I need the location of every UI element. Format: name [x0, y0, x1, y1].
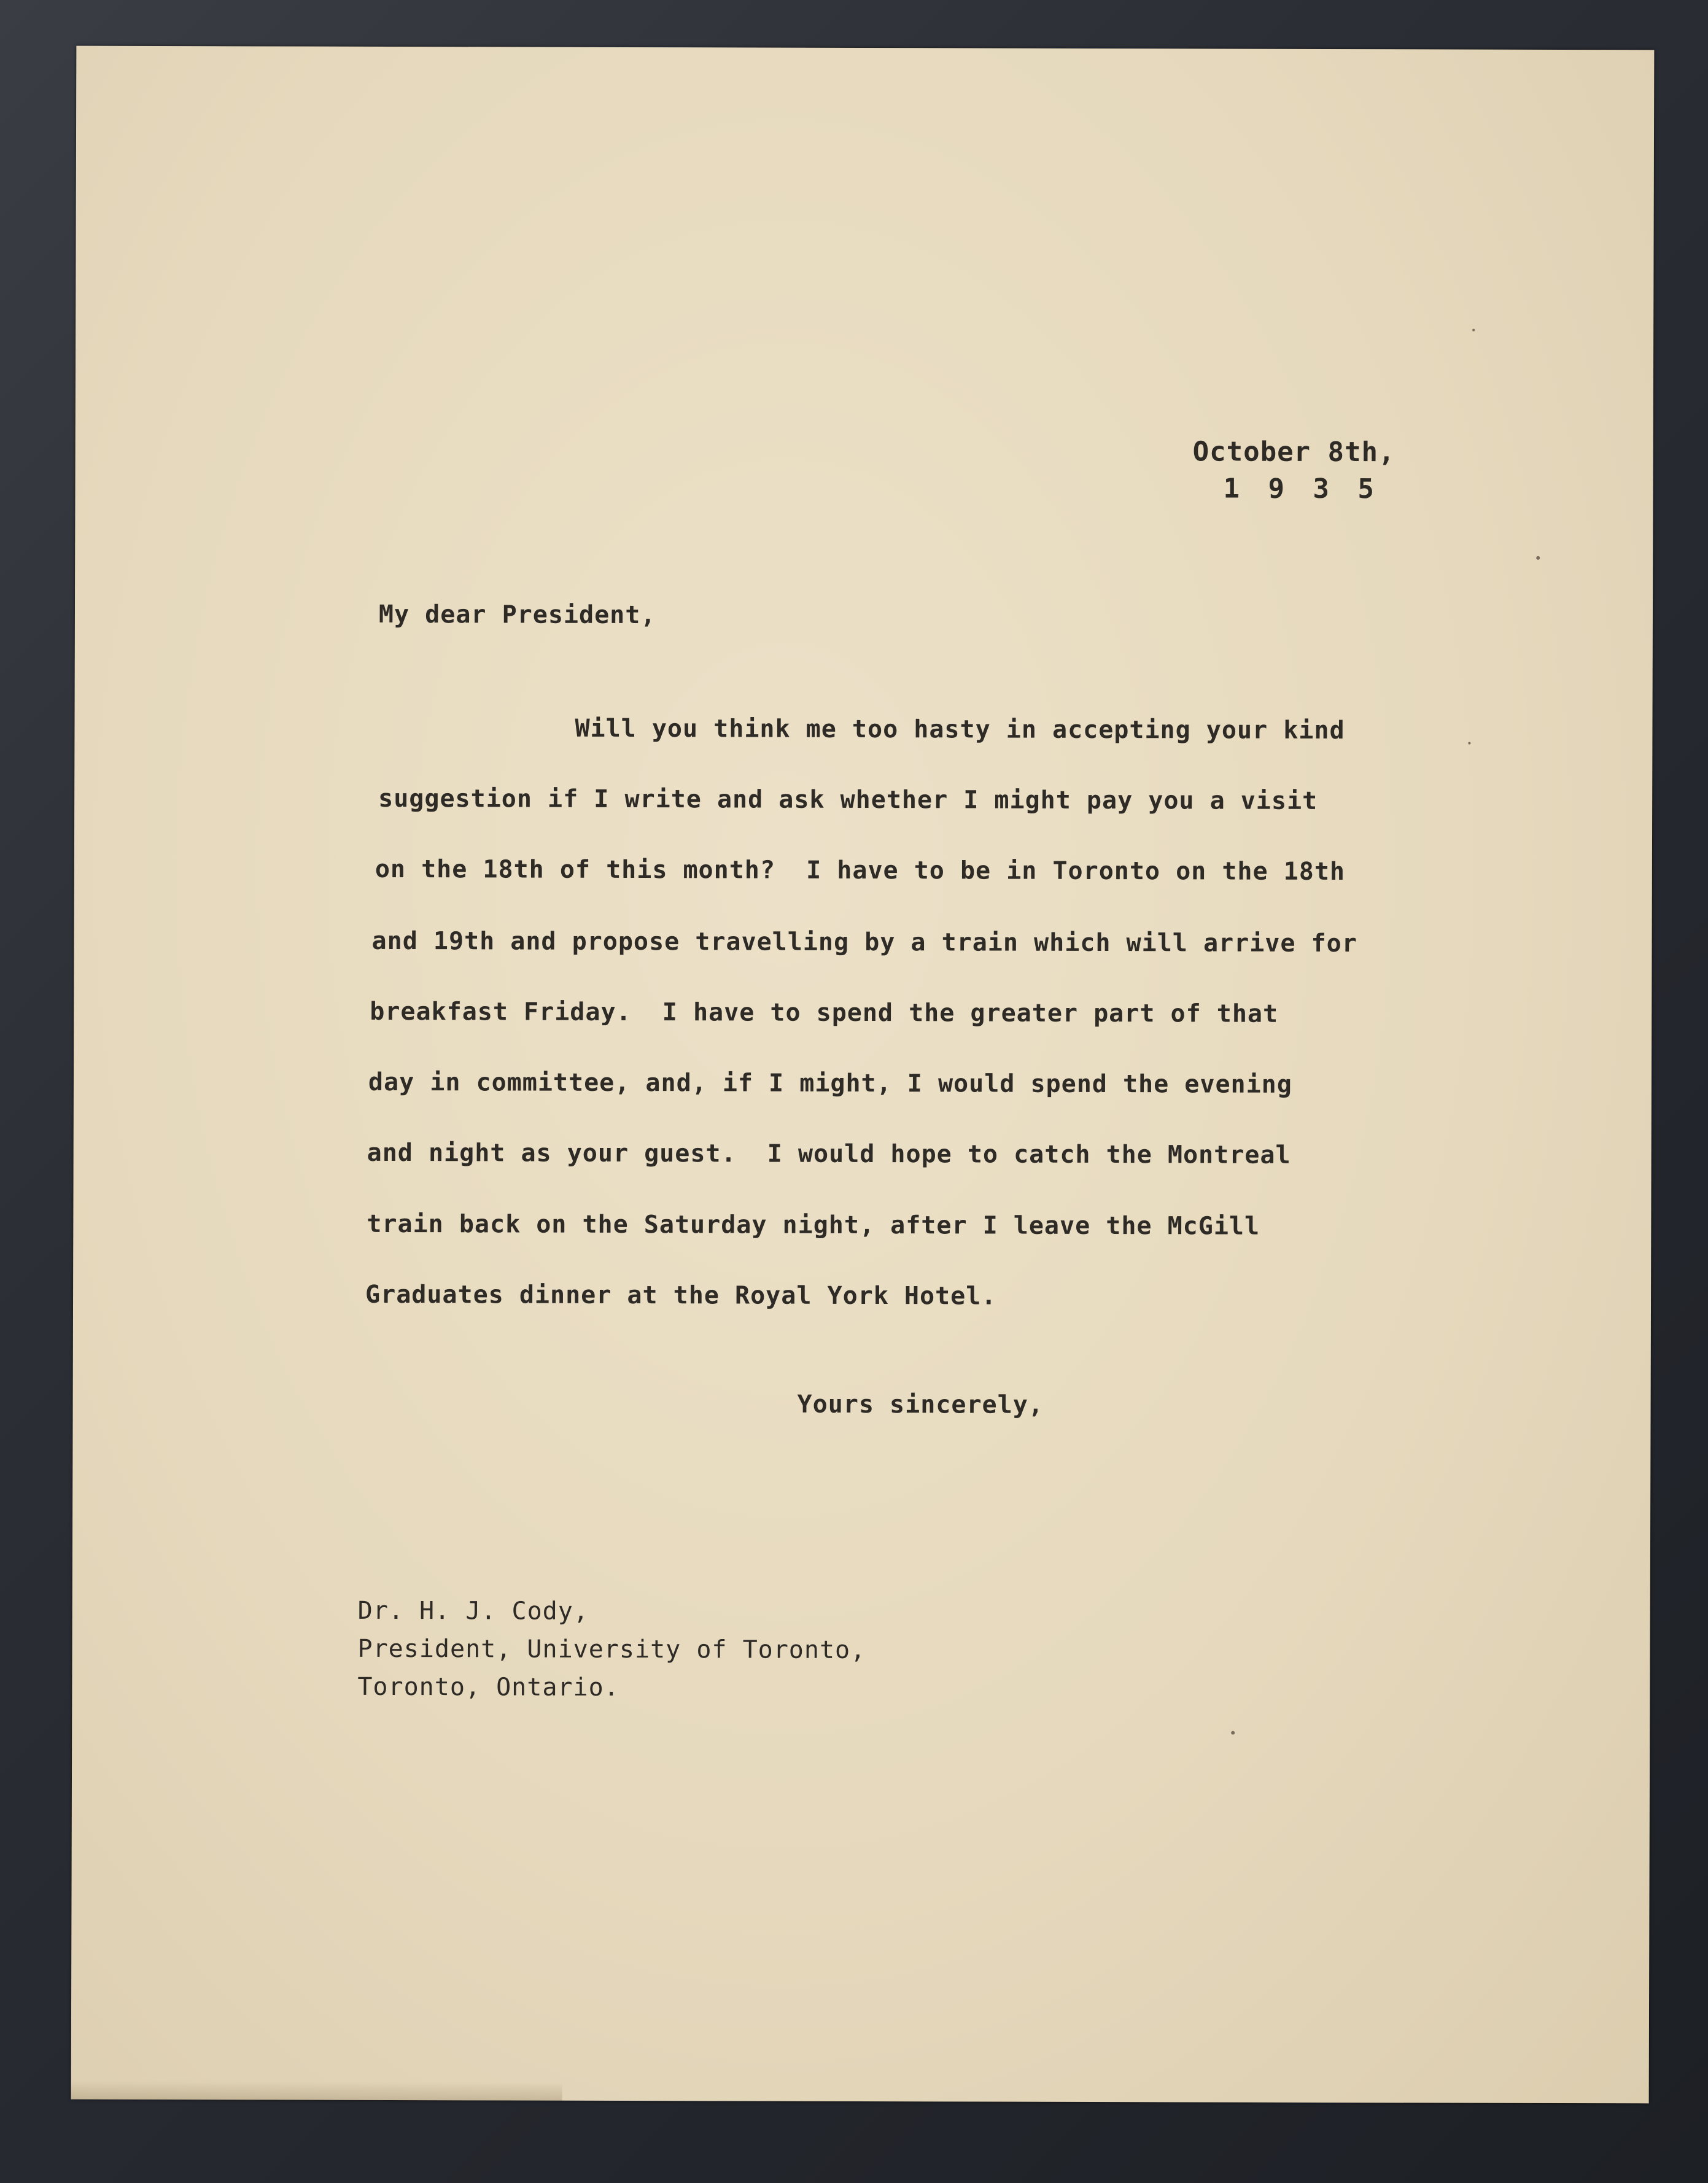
- letter-year: 1 9 3 5: [1223, 473, 1381, 505]
- body-line: Graduates dinner at the Royal York Hotel.: [365, 1280, 997, 1311]
- body-line: breakfast Friday. I have to spend the greater part of that: [370, 997, 1279, 1028]
- letter-page: [71, 46, 1655, 2104]
- body-line: and night as your guest. I would hope to catch the Montreal: [367, 1138, 1291, 1169]
- recipient-title: President, University of Toronto,: [357, 1634, 866, 1665]
- recipient-name: Dr. H. J. Cody,: [357, 1596, 589, 1626]
- body-line: and 19th and propose travelling by a train which will arrive for: [371, 926, 1357, 958]
- page-edge-shadow: [71, 2081, 562, 2101]
- recipient-location: Toronto, Ontario.: [357, 1672, 619, 1702]
- body-line: Will you think me too hasty in accepting your kind: [575, 714, 1345, 745]
- paper-speck: [1231, 1731, 1235, 1735]
- body-line: day in committee, and, if I might, I would spend the evening: [368, 1068, 1292, 1099]
- letter-date: October 8th,: [1192, 436, 1396, 468]
- body-line: suggestion if I write and ask whether I might pay you a visit: [378, 784, 1318, 815]
- body-line: on the 18th of this month? I have to be in Toronto on the 18th: [375, 855, 1346, 886]
- paper-speck: [1536, 556, 1540, 560]
- salutation: My dear President,: [378, 600, 656, 630]
- paper-speck: [1468, 742, 1470, 745]
- paper-speck: [1472, 329, 1475, 332]
- body-line: train back on the Saturday night, after I leave the McGill: [367, 1209, 1260, 1241]
- closing: Yours sincerely,: [797, 1390, 1044, 1419]
